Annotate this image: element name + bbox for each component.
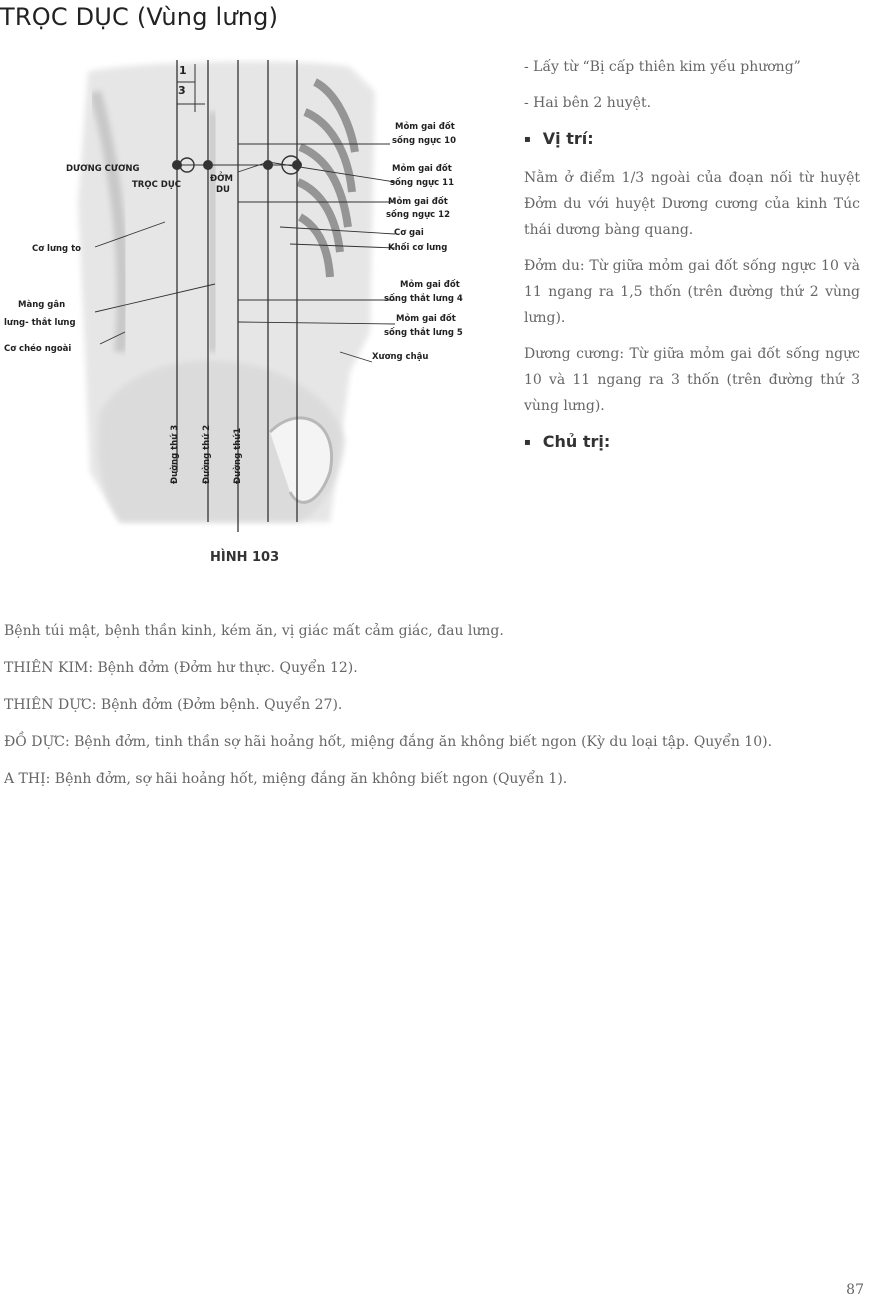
label-ngu12-1: Mỏm gai đốt [388, 197, 448, 207]
label-tl5-1: Mỏm gai đốt [396, 314, 456, 324]
label-xuong-chau: Xương chậu [372, 352, 429, 362]
label-ngu11-2: sống ngực 11 [390, 178, 455, 188]
indication-paragraph: THIÊN DỰC: Bệnh đởm (Đởm bệnh. Quyển 27). [4, 697, 343, 713]
location-text: Nằm ở điểm 1/3 ngoài của đoạn nối từ huyệt Đởm du với huyệt Dương cương của kinh Túc thái dương bàng quang. [524, 170, 860, 238]
indication-paragraph: Bệnh túi mật, bệnh thần kinh, kém ăn, vị giác mất cảm giác, đau lưng. [4, 623, 504, 639]
label-ngu10-1: Mỏm gai đốt [395, 122, 455, 132]
label-co-cheo: Cơ chéo ngoài [4, 344, 72, 354]
label-tl4-2: sống thắt lưng 4 [384, 294, 463, 304]
label-troc-duc: TRỌC DỤC [132, 180, 181, 190]
label-tl5-2: sống thắt lưng 5 [384, 328, 463, 338]
label-mang-gan-1: Màng gân [18, 300, 66, 310]
label-khoi-co: Khối cơ lưng [388, 243, 448, 253]
dom-du-text: Đởm du: Từ giữa mỏm gai đốt sống ngực 10 và 11 ngang ra 1,5 thốn (trên đường thứ 2 vùng lưng). [524, 258, 860, 326]
ratio-numerator: 1 [179, 64, 187, 77]
bullet-icon: ▪ [524, 437, 531, 448]
label-line-1: Đường thứ1 [233, 427, 243, 484]
indications-text [4, 618, 864, 803]
points-note: - Hai bên 2 huyệt. [524, 95, 652, 111]
label-ngu10-2: sống ngực 10 [392, 136, 457, 146]
heading-indications: ▪ Chủ trị: [524, 432, 611, 451]
page-number: 87 [846, 1282, 864, 1298]
label-dom-du-2: DU [216, 185, 230, 195]
label-co-gai: Cơ gai [394, 228, 424, 238]
indication-paragraph: ĐỒ DỰC: Bệnh đởm, tinh thần sợ hãi hoảng hốt, miệng đắng ăn không biết ngon (Kỳ du loại tập. Quyển 10). [4, 734, 773, 750]
figure-caption: HÌNH 103 [210, 550, 280, 565]
label-line-3: Đường thứ 3 [170, 424, 180, 484]
indication-paragraph: THIÊN KIM: Bệnh đởm (Đởm hư thực. Quyển 12). [4, 660, 358, 676]
anatomy-figure [0, 52, 500, 592]
page-title: TRỌC DỤC (Vùng lưng) [0, 3, 279, 31]
source-note: - Lấy từ “Bị cấp thiên kim yếu phương” [524, 59, 801, 75]
label-co-lung-to: Cơ lưng to [32, 244, 81, 254]
heading-location: ▪ Vị trí: [524, 129, 594, 148]
label-mang-gan-2: lưng- thắt lưng [4, 318, 76, 328]
indication-paragraph: A THỊ: Bệnh đởm, sợ hãi hoảng hốt, miệng đắng ăn không biết ngon (Quyển 1). [4, 771, 568, 787]
bullet-icon: ▪ [524, 134, 531, 145]
label-duong-cuong: DƯƠNG CƯƠNG [66, 164, 140, 174]
duong-cuong-text: Dương cương: Từ giữa mỏm gai đốt sống ngực 10 và 11 ngang ra 3 thốn (trên đường thứ 3 vùng lưng). [524, 346, 860, 414]
ratio-denominator: 3 [178, 84, 186, 97]
right-column [524, 54, 860, 468]
label-ngu11-1: Mỏm gai đốt [392, 164, 452, 174]
label-tl4-1: Mỏm gai đốt [400, 280, 460, 290]
label-dom-du-1: ĐỞM [210, 174, 234, 184]
label-line-2: Đường thứ 2 [202, 424, 212, 484]
label-ngu12-2: sống ngực 12 [386, 210, 451, 220]
